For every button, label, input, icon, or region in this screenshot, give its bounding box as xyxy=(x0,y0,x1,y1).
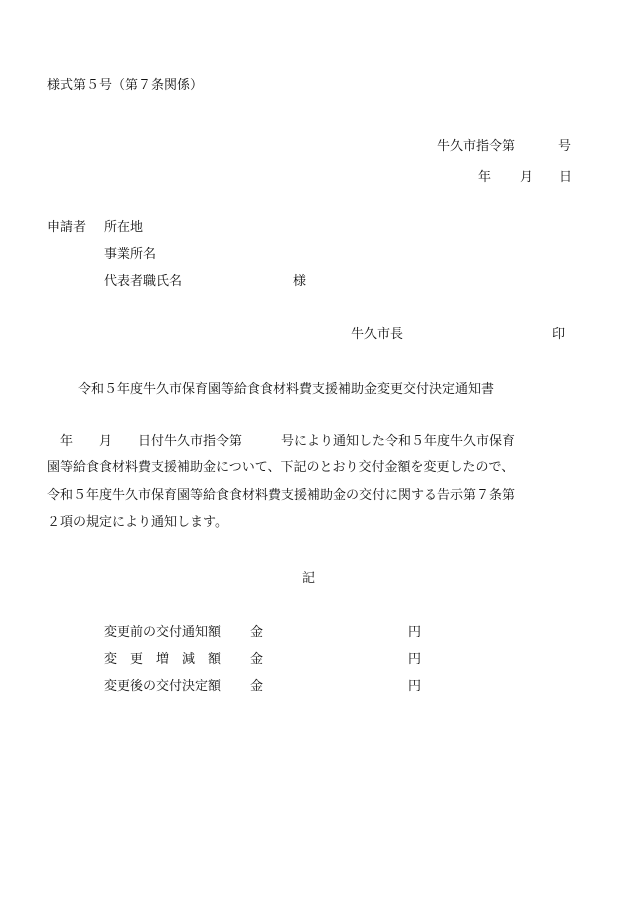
body-line: 年 月 日付牛久市指令第 号により通知した令和５年度牛久市保育 xyxy=(47,434,516,449)
amount-after-label: 変更後の交付決定額 xyxy=(104,679,222,694)
issuer-name: 牛久市長 xyxy=(351,327,404,342)
amount-before-unit: 円 xyxy=(408,625,422,640)
representative-label: 代表者職氏名 xyxy=(104,274,183,289)
amount-after-unit: 円 xyxy=(408,679,422,694)
notice-number-suffix: 号 xyxy=(558,139,572,154)
amount-change-prefix: 金 xyxy=(250,652,264,667)
amount-change-unit: 円 xyxy=(408,652,422,667)
body-line: 令和５年度牛久市保育園等給食食材料費支援補助金の交付に関する告示第７条第 xyxy=(47,488,516,503)
form-number: 様式第５号（第７条関係） xyxy=(47,78,204,93)
date-day: 日 xyxy=(559,170,573,185)
notice-number-label: 牛久市指令第 xyxy=(437,139,516,154)
honorific: 様 xyxy=(293,274,307,289)
document-title: 令和５年度牛久市保育園等給食食材料費支援補助金変更交付決定通知書 xyxy=(78,382,495,397)
seal-mark: 印 xyxy=(552,327,566,342)
body-line: ２項の規定により通知します。 xyxy=(47,515,228,530)
amount-after-prefix: 金 xyxy=(250,679,264,694)
amount-before-label: 変更前の交付通知額 xyxy=(104,625,222,640)
office-label: 事業所名 xyxy=(104,247,157,262)
amount-change-label: 変 更 増 減 額 xyxy=(104,652,222,667)
date-year: 年 xyxy=(478,170,492,185)
date-month: 月 xyxy=(520,170,534,185)
applicant-label: 申請者 xyxy=(47,220,87,235)
ki-heading: 記 xyxy=(302,571,316,586)
amount-before-prefix: 金 xyxy=(250,625,264,640)
body-line: 園等給食食材料費支援補助金について、下記のとおり交付金額を変更したので、 xyxy=(47,460,515,475)
address-label: 所在地 xyxy=(104,220,144,235)
